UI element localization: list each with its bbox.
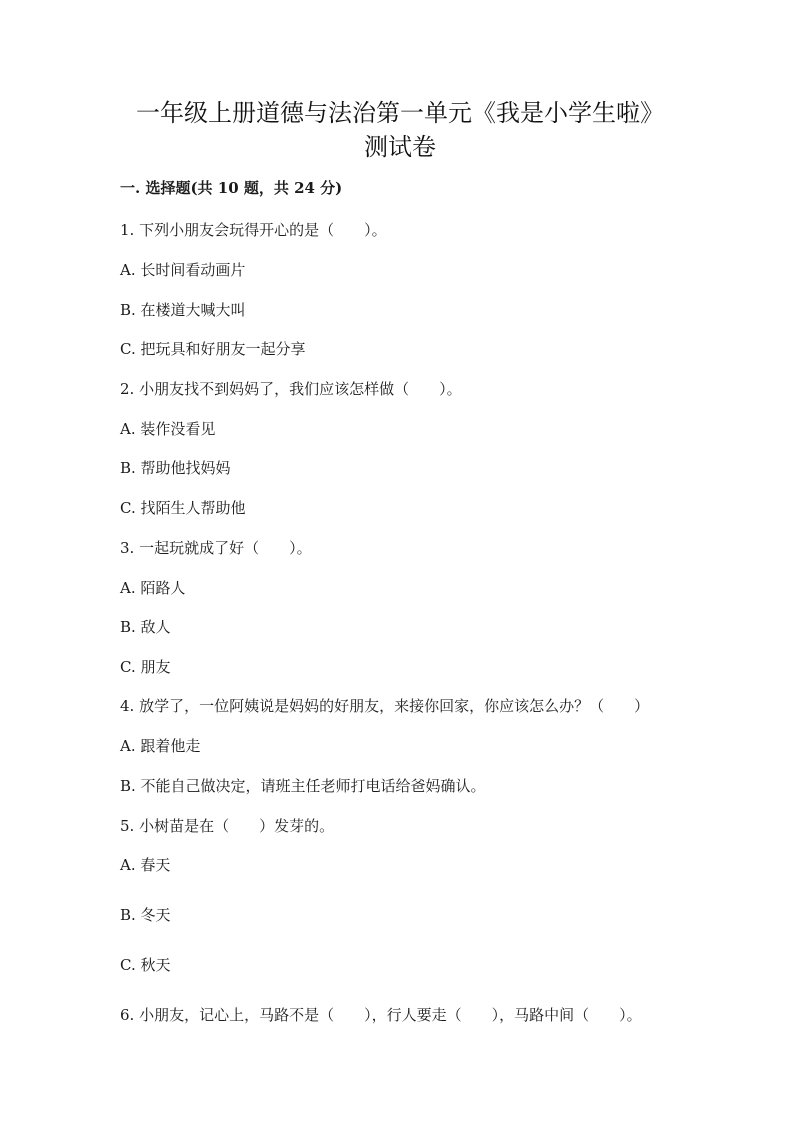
page-subtitle: 测试卷 xyxy=(364,133,436,161)
question-5-option-c: C. 秋天 xyxy=(120,956,171,974)
question-1-option-a: A. 长时间看动画片 xyxy=(120,261,246,279)
question-5-stem: 5. 小树苗是在（ ）发芽的。 xyxy=(120,817,335,835)
question-3-option-a: A. 陌路人 xyxy=(120,579,186,597)
question-5-option-b: B. 冬天 xyxy=(120,906,171,924)
question-4-option-a: A. 跟着他走 xyxy=(120,737,201,755)
question-3-stem: 3. 一起玩就成了好（ ）。 xyxy=(120,539,312,557)
question-2-stem: 2. 小朋友找不到妈妈了，我们应该怎样做（ ）。 xyxy=(120,380,462,398)
question-3-option-c: C. 朋友 xyxy=(120,658,171,676)
question-2-option-a: A. 装作没看见 xyxy=(120,420,216,438)
section-heading: 一. 选择题(共 10 题，共 24 分) xyxy=(120,179,343,197)
question-2-option-b: B. 帮助他找妈妈 xyxy=(120,459,231,477)
question-1-stem: 1. 下列小朋友会玩得开心的是（ ）。 xyxy=(120,221,387,239)
question-1-option-c: C. 把玩具和好朋友一起分享 xyxy=(120,340,306,358)
question-2-option-c: C. 找陌生人帮助他 xyxy=(120,499,246,517)
question-1-option-b: B. 在楼道大喊大叫 xyxy=(120,301,246,319)
question-4-stem: 4. 放学了，一位阿姨说是妈妈的好朋友，来接你回家，你应该怎么办？（ ） xyxy=(120,697,650,715)
question-5-option-a: A. 春天 xyxy=(120,856,171,874)
page-title: 一年级上册道德与法治第一单元《我是小学生啦》 xyxy=(136,99,664,127)
question-4-option-b: B. 不能自己做决定，请班主任老师打电话给爸妈确认。 xyxy=(120,777,486,795)
question-6-stem: 6. 小朋友，记心上，马路不是（ ），行人要走（ ），马路中间（ ）。 xyxy=(120,1006,642,1024)
question-3-option-b: B. 敌人 xyxy=(120,618,171,636)
